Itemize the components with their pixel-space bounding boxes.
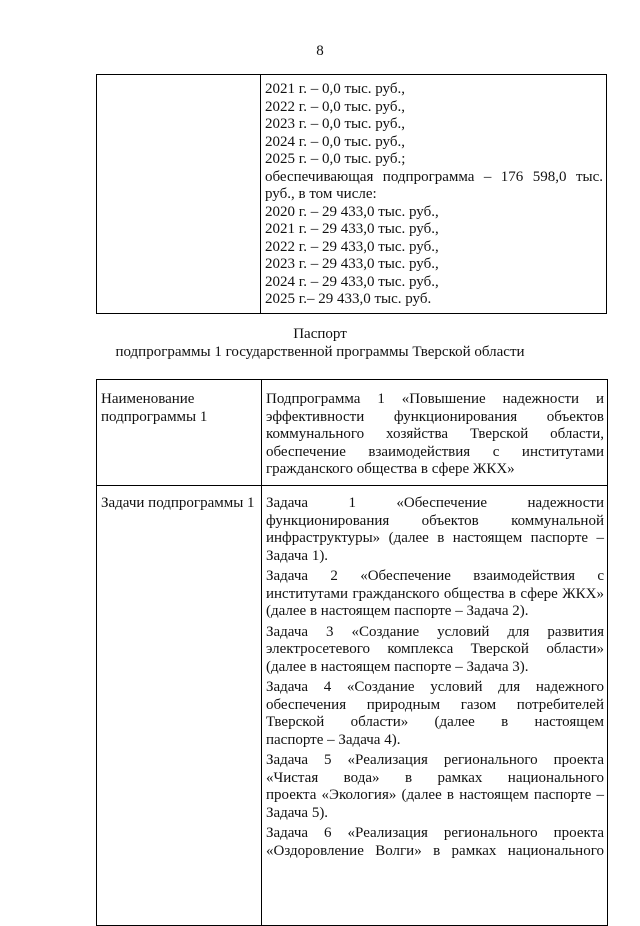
funding-line: 2025 г.– 29 433,0 тыс. руб. bbox=[265, 291, 432, 307]
passport-heading bbox=[0, 325, 640, 361]
tasks-label-cell bbox=[97, 486, 262, 926]
funding-line: 2025 г. – 0,0 тыс. руб.; bbox=[265, 151, 406, 167]
task-line: инфраструктуры» (далее в настоящем паспорте – bbox=[266, 530, 604, 546]
funding-line: 2022 г. – 29 433,0 тыс. руб., bbox=[265, 238, 439, 255]
name-label-line: Наименование bbox=[101, 391, 195, 407]
task-line: проекта «Экология» (далее в настоящем паспорте – bbox=[266, 787, 604, 803]
funding-table-empty-cell bbox=[97, 75, 261, 314]
task-line: (далее в настоящем паспорте – Задача 3). bbox=[266, 658, 529, 675]
name-value-line: обеспечение взаимодействия с институтами bbox=[266, 443, 604, 460]
task-line: Задача 2 «Обеспечение взаимодействия с bbox=[266, 568, 604, 584]
task-1 bbox=[266, 495, 604, 565]
task-line: функционирования объектов коммунальной bbox=[266, 512, 604, 529]
passport-title: Паспорт bbox=[293, 326, 347, 342]
name-label-line: подпрограммы 1 bbox=[101, 408, 208, 425]
task-line: Задача 3 «Создание условий для развития bbox=[266, 623, 604, 640]
task-6 bbox=[266, 825, 604, 860]
funding-line: 2023 г. – 29 433,0 тыс. руб., bbox=[265, 256, 439, 272]
task-3 bbox=[266, 624, 604, 677]
funding-line: 2024 г. – 0,0 тыс. руб., bbox=[265, 133, 405, 150]
funding-line: 2021 г. – 29 433,0 тыс. руб., bbox=[265, 221, 439, 237]
funding-line: 2020 г. – 29 433,0 тыс. руб., bbox=[265, 203, 439, 220]
funding-line: 2022 г. – 0,0 тыс. руб., bbox=[265, 98, 405, 115]
task-line: Тверской области» (далее в настоящем bbox=[266, 714, 604, 730]
name-label-cell bbox=[97, 380, 262, 486]
tasks-value-cell bbox=[262, 486, 608, 926]
name-value-line: коммунального хозяйства Тверской области, bbox=[266, 426, 604, 442]
task-line: Задача 1). bbox=[266, 547, 329, 564]
task-line: Задача 5 «Реализация регионального проекта bbox=[266, 752, 604, 768]
name-value-cell bbox=[262, 380, 608, 486]
table-row bbox=[97, 486, 608, 926]
task-line: «Оздоровление Волги» в рамках национального bbox=[266, 842, 604, 859]
task-line: Задача 4 «Создание условий для надежного bbox=[266, 679, 604, 695]
task-line: Задача 1 «Обеспечение надежности bbox=[266, 495, 604, 511]
task-4 bbox=[266, 679, 604, 749]
name-value-line: Подпрограмма 1 «Повышение надежности и bbox=[266, 391, 604, 407]
task-line: институтами гражданского общества в сфере ЖКХ» bbox=[266, 585, 604, 602]
funding-table-row bbox=[97, 75, 607, 314]
task-2 bbox=[266, 568, 604, 621]
funding-line: руб., в том числе: bbox=[265, 186, 377, 202]
funding-line: обеспечивающая подпрограмма – 176 598,0 тыс. bbox=[265, 168, 603, 185]
task-line: «Чистая вода» в рамках национального bbox=[266, 769, 604, 786]
task-line: обеспечения природным газом потребителей bbox=[266, 696, 604, 713]
name-value-line: эффективности функционирования объектов bbox=[266, 408, 604, 425]
task-line: паспорте – Задача 4). bbox=[266, 731, 401, 748]
funding-line: 2024 г. – 29 433,0 тыс. руб., bbox=[265, 273, 439, 290]
funding-table bbox=[96, 74, 607, 314]
passport-subtitle: подпрограммы 1 государственной программы Тверской области bbox=[115, 344, 525, 360]
tasks-label: Задачи подпрограммы 1 bbox=[101, 495, 255, 511]
table-row bbox=[97, 380, 608, 486]
task-line: (далее в настоящем паспорте – Задача 2). bbox=[266, 603, 529, 619]
page-number: 8 bbox=[316, 43, 324, 59]
funding-table-value-cell bbox=[261, 75, 607, 314]
task-line: электросетевого комплекса Тверской области» bbox=[266, 641, 604, 657]
name-value-line: гражданского общества в сфере ЖКХ» bbox=[266, 461, 515, 477]
task-line: Задача 6 «Реализация регионального проекта bbox=[266, 825, 604, 841]
funding-line: 2021 г. – 0,0 тыс. руб., bbox=[265, 81, 405, 97]
task-line: Задача 5). bbox=[266, 804, 329, 821]
funding-line: 2023 г. – 0,0 тыс. руб., bbox=[265, 116, 405, 132]
task-5 bbox=[266, 752, 604, 822]
passport-table bbox=[96, 379, 608, 926]
